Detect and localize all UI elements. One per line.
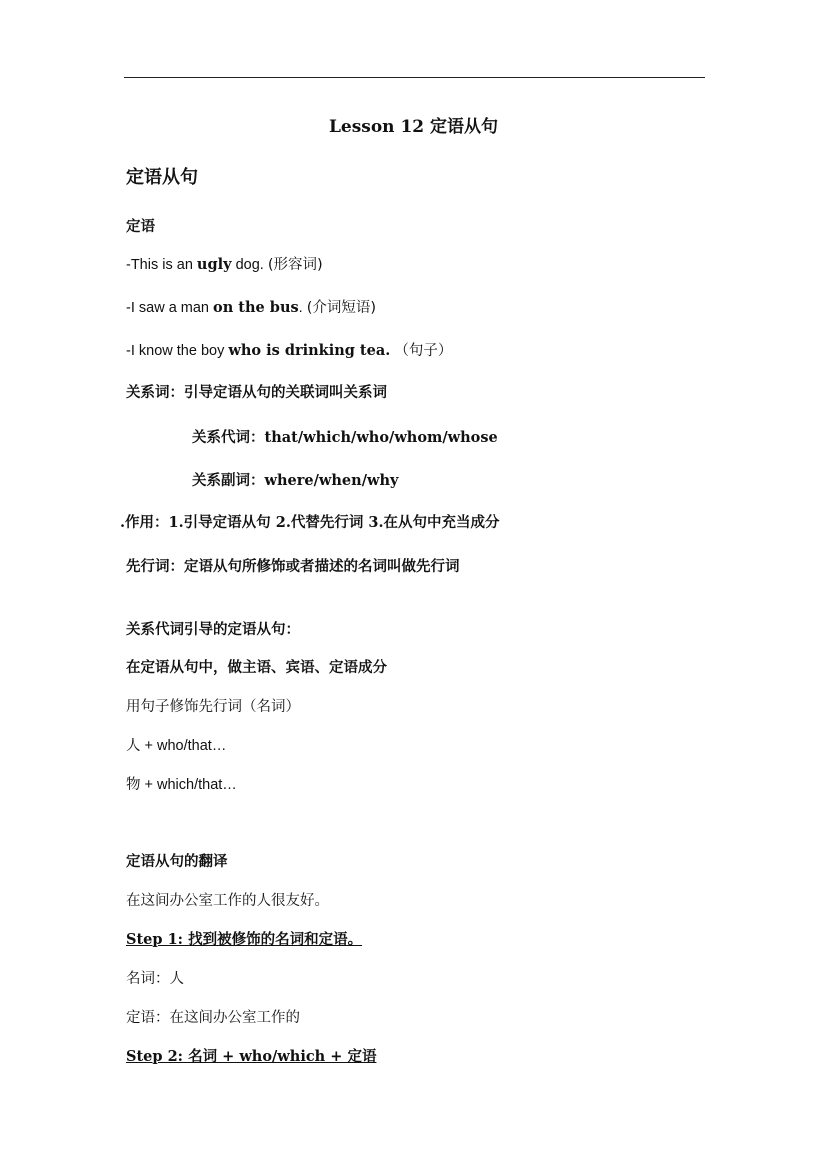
step-1: Step 1: 找到被修饰的名词和定语。 bbox=[126, 931, 363, 948]
relative-pronoun-clause-heading: 关系代词引导的定语从句： bbox=[126, 621, 300, 638]
relative-pronoun-roles: 在定语从句中，做主语、宾语、定语成分 bbox=[126, 659, 387, 676]
person-rule: 人 + who/that… bbox=[126, 738, 227, 754]
example-2-pre: -I saw a man bbox=[126, 300, 214, 316]
relatives-definition: 关系词：引导定语从句的关联词叫关系词 bbox=[126, 384, 387, 401]
main-heading: 定语从句 bbox=[126, 167, 198, 188]
attributive-subheading: 定语 bbox=[126, 219, 155, 235]
page-title: Lesson 12 定语从句 bbox=[328, 117, 499, 137]
example-3 bbox=[126, 341, 452, 361]
relative-pronouns: 关系代词：that/which/who/whom/whose bbox=[192, 429, 498, 446]
attributive-line: 定语：在这间办公室工作的 bbox=[126, 1010, 300, 1026]
example-3-bold: who is drinking tea. bbox=[228, 342, 391, 359]
noun-line: 名词：人 bbox=[126, 971, 184, 987]
example-3-note: （句子） bbox=[394, 343, 453, 359]
example-1-note: (形容词) bbox=[267, 257, 323, 273]
antecedent-definition: 先行词：定语从句所修饰或者描述的名词叫做先行词 bbox=[126, 558, 460, 575]
example-2-bold: on the bus bbox=[213, 299, 299, 316]
translation-example: 在这间办公室工作的人很友好。 bbox=[126, 893, 329, 909]
functions-line: .作用：1.引导定语从句 2.代替先行词 3.在从句中充当成分 bbox=[120, 514, 500, 531]
example-1-post: dog. bbox=[231, 257, 268, 273]
relative-adverbs: 关系副词：where/when/why bbox=[192, 472, 399, 489]
example-2-note: (介词短语) bbox=[306, 300, 377, 316]
example-2-post: . bbox=[298, 300, 307, 316]
example-1-bold: ugly bbox=[196, 256, 232, 273]
example-3-pre: -I know the boy bbox=[126, 343, 229, 359]
thing-rule: 物 + which/that… bbox=[126, 777, 237, 793]
example-2 bbox=[126, 298, 376, 318]
translation-heading: 定语从句的翻译 bbox=[126, 853, 228, 870]
modify-note: 用句子修饰先行词（名词） bbox=[126, 699, 300, 715]
step-2: Step 2: 名词 + who/which + 定语 bbox=[126, 1048, 377, 1065]
header-rule bbox=[124, 77, 705, 78]
example-1 bbox=[126, 255, 323, 275]
example-1-pre: -This is an bbox=[126, 257, 197, 273]
